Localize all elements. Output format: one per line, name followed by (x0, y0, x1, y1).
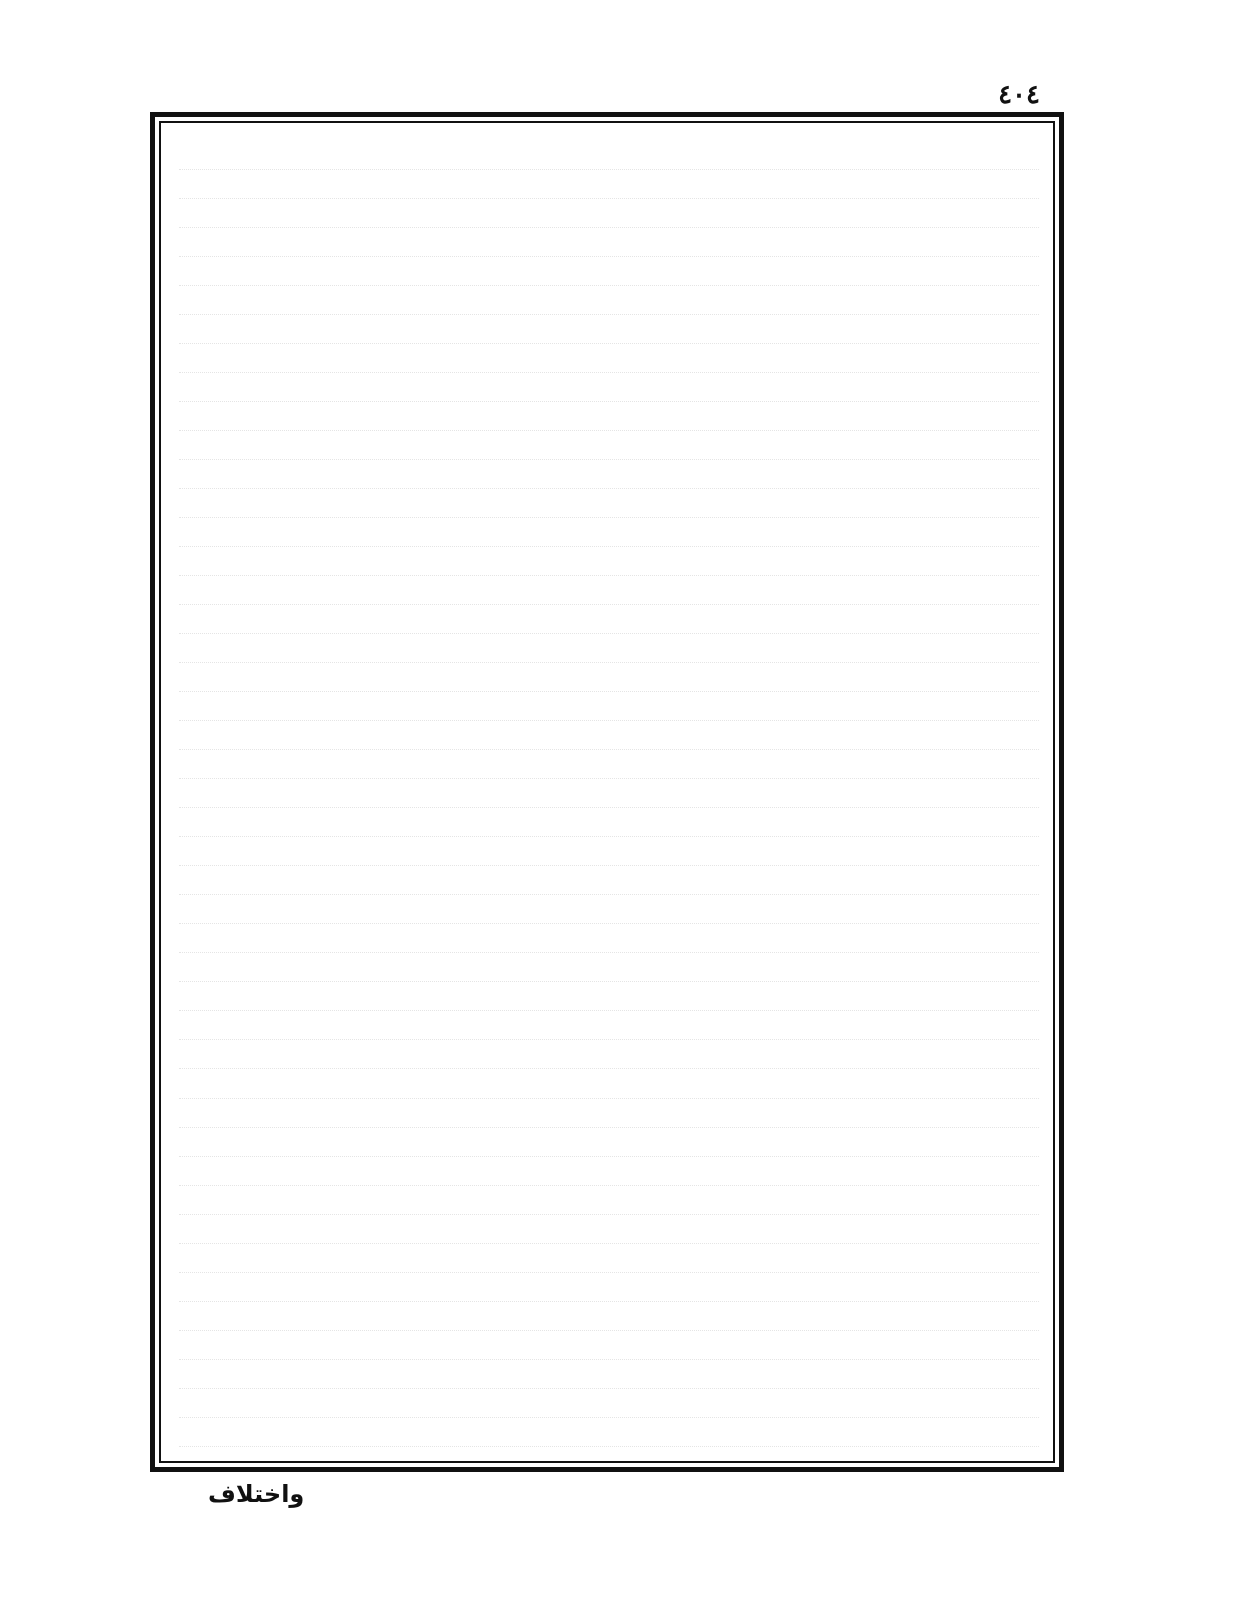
text-line (179, 1186, 1039, 1215)
text-line (179, 1418, 1039, 1447)
text-line (179, 1070, 1039, 1099)
text-line (179, 750, 1039, 779)
text-line (179, 953, 1039, 982)
text-line (179, 837, 1039, 866)
text-line (179, 286, 1039, 315)
text-line (179, 547, 1039, 576)
text-line (179, 779, 1039, 808)
text-line (179, 634, 1039, 663)
text-line (179, 605, 1039, 634)
page-number: ٤٠٤ (998, 80, 1040, 110)
text-line (179, 1157, 1039, 1186)
text-line (179, 199, 1039, 228)
text-line (179, 1011, 1039, 1040)
text-line (179, 1302, 1039, 1331)
catchword: واختلاف (208, 1480, 305, 1508)
text-line (179, 170, 1039, 199)
text-line (179, 895, 1039, 924)
text-line (179, 924, 1039, 953)
text-line (179, 1244, 1039, 1273)
text-line (179, 518, 1039, 547)
text-line (179, 982, 1039, 1011)
text-line (179, 1273, 1039, 1302)
text-line (179, 1128, 1039, 1157)
text-line (179, 808, 1039, 837)
text-line (179, 1040, 1039, 1069)
text-line (179, 402, 1039, 431)
text-line (179, 1360, 1039, 1389)
text-body (179, 141, 1039, 1447)
text-line (179, 1331, 1039, 1360)
text-line (179, 257, 1039, 286)
text-line (179, 141, 1039, 170)
text-line (179, 1099, 1039, 1128)
text-line (179, 576, 1039, 605)
text-line (179, 228, 1039, 257)
text-line (179, 721, 1039, 750)
page-frame (150, 112, 1064, 1472)
page-inner-frame (159, 121, 1055, 1463)
text-line (179, 489, 1039, 518)
text-line (179, 866, 1039, 895)
text-line (179, 1215, 1039, 1244)
text-line (179, 692, 1039, 721)
text-line (179, 431, 1039, 460)
text-line (179, 460, 1039, 489)
text-line (179, 1389, 1039, 1418)
text-line (179, 344, 1039, 373)
text-line (179, 373, 1039, 402)
text-line (179, 315, 1039, 344)
text-line (179, 663, 1039, 692)
